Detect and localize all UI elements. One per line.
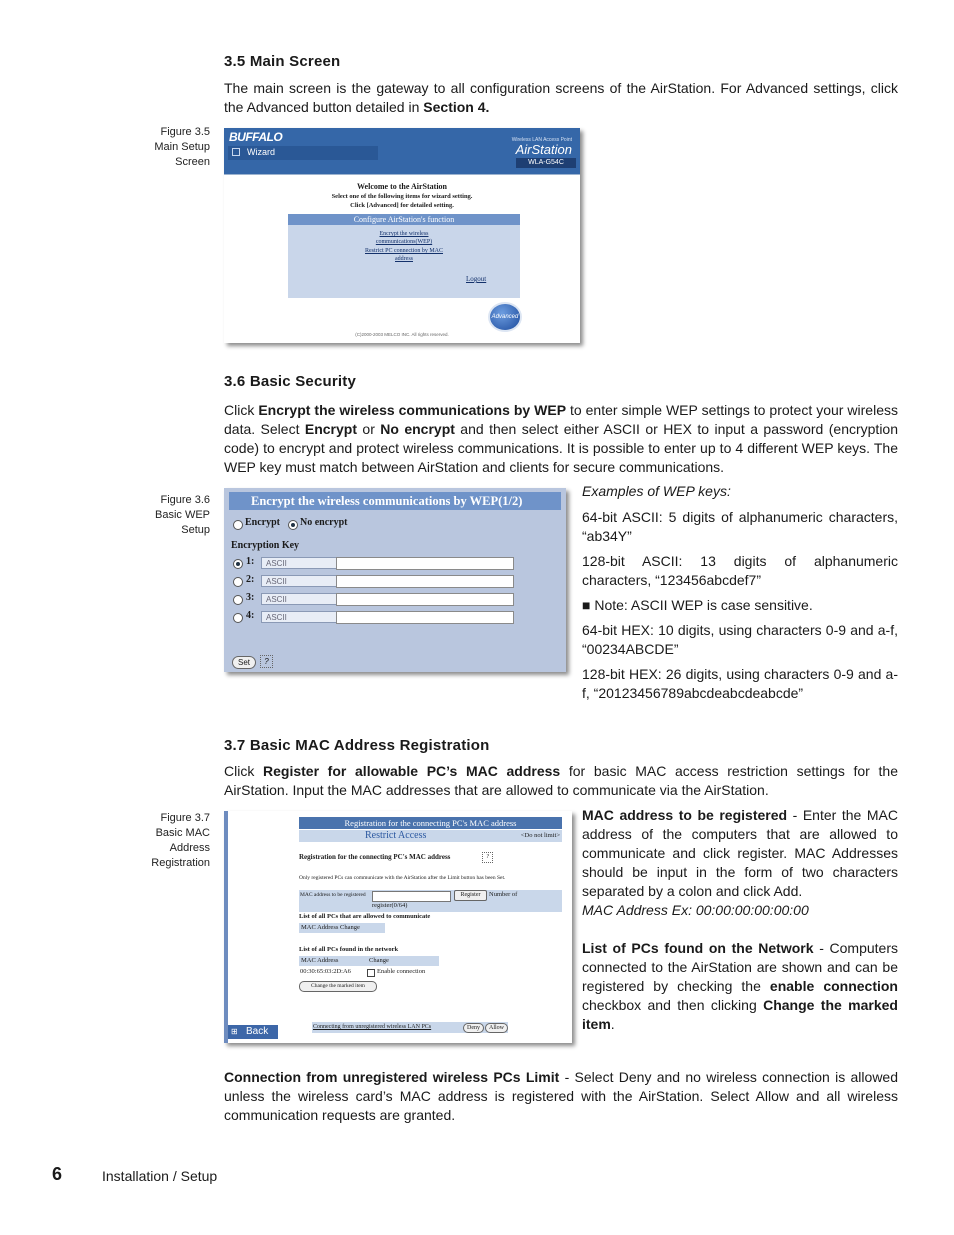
- advanced-button[interactable]: Advanced: [490, 304, 520, 330]
- case-sensitive-note: ■ Note: ASCII WEP is case sensitive.: [582, 597, 813, 613]
- mac-input-row: [299, 890, 562, 912]
- restrict-access-row: [299, 830, 562, 842]
- bold-term: No encrypt: [380, 421, 455, 437]
- do-not-limit-value: <Do not limit>: [520, 832, 560, 839]
- mac-example: MAC Address Ex: 00:00:00:00:00:00: [582, 902, 809, 918]
- left-edge-bar: [224, 811, 228, 1043]
- unregistered-label: Connecting from unregistered wireless LAN PCs: [313, 1024, 432, 1030]
- bold-term: Connection from unregistered wireless PCs Limit: [224, 1069, 560, 1085]
- figure-3-6-screenshot: [224, 488, 566, 672]
- paragraph-text: or: [357, 421, 381, 437]
- allow-button[interactable]: Allow: [485, 1023, 508, 1033]
- paragraph-text: - Select Deny and no wireless connection is allowed unless the wireless card’s MAC address is registered with the AirStation. Select Allow and all wireless communication requests are granted.: [224, 1069, 898, 1123]
- key-radio[interactable]: [233, 595, 243, 605]
- key-label: 2:: [246, 574, 255, 585]
- link-line: Restrict PC connection by MAC: [365, 248, 443, 254]
- help-icon[interactable]: ?: [260, 655, 273, 668]
- example-64-ascii: 64-bit ASCII: 5 digits of alphanumeric characters, “ab34Y”: [582, 509, 898, 544]
- back-button[interactable]: [228, 1025, 278, 1039]
- caption-line: Basic WEP: [154, 509, 210, 521]
- caption-line: Registration: [151, 857, 210, 869]
- paragraph-text: to enter simple WEP settings to protect your wireless data. Select: [224, 402, 898, 437]
- function-panel: [288, 214, 520, 298]
- bold-term: Encrypt: [304, 421, 357, 437]
- bold-term: enable connection: [769, 978, 898, 994]
- encrypt-radio[interactable]: [233, 520, 243, 530]
- allowed-list-title: List of all PCs that are allowed to communicate: [299, 913, 431, 920]
- key-input[interactable]: [336, 611, 514, 624]
- heading-3-6: 3.6 Basic Security: [224, 373, 357, 390]
- link-line: Encrypt the wireless: [379, 231, 429, 237]
- key-radio[interactable]: [233, 577, 243, 587]
- caption-line: Figure 3.6: [160, 494, 210, 506]
- found-list-header: [299, 956, 439, 966]
- example-128-hex: 128-bit HEX: 26 digits, using characters 0-9 and a-f, “20123456789abcdeabcdeabcde”: [582, 666, 898, 701]
- help-icon[interactable]: ?: [482, 852, 493, 863]
- key-radio[interactable]: [233, 559, 243, 569]
- key-input[interactable]: [336, 593, 514, 606]
- paragraph-text: The main screen is the gateway to all configuration screens of the AirStation. For Advanced settings, click the Advanced button detailed in: [224, 80, 898, 115]
- section-4-reference: Section 4.: [423, 99, 490, 115]
- set-button[interactable]: Set: [232, 656, 256, 669]
- paragraph-3-6: [224, 401, 898, 477]
- heading-3-7: 3.7 Basic MAC Address Registration: [224, 737, 490, 754]
- wizard-tab[interactable]: [228, 146, 378, 160]
- wep-examples: [582, 482, 898, 703]
- paragraph-text: checkbox and then clicking: [582, 997, 764, 1013]
- mac-title-bar: Registration for the connecting PC's MAC address: [299, 817, 562, 829]
- registration-title: Registration for the connecting PC's MAC address: [299, 853, 451, 861]
- caption-line: Main Setup: [154, 141, 210, 153]
- encrypt-label: Encrypt: [245, 517, 280, 528]
- found-mac-value: 00:30:65:03:2D:A6: [300, 968, 351, 975]
- product-tagline: Wireless LAN Access Point: [511, 137, 572, 143]
- no-encrypt-radio[interactable]: [288, 520, 298, 530]
- paragraph-text: Click: [224, 763, 263, 779]
- register-button[interactable]: Register: [454, 890, 487, 901]
- pc-list-desc: [582, 939, 898, 1034]
- unregistered-row: [312, 1022, 508, 1033]
- figure-3-6-caption: [130, 493, 210, 538]
- bold-term: MAC address to be registered: [582, 807, 788, 823]
- airstation-header: [224, 128, 580, 174]
- instruction-line: Select one of the following items for wizard setting.: [331, 193, 473, 200]
- restrict-access-label: Restrict Access: [365, 830, 427, 841]
- caption-line: Figure 3.7: [160, 812, 210, 824]
- example-128-ascii: 128-bit ASCII: 13 digits of alphanumeric characters, “123456abcdef7”: [582, 553, 898, 588]
- wizard-label: Wizard: [247, 147, 276, 157]
- caption-line: Setup: [181, 524, 210, 536]
- buffalo-logo: BUFFALO: [229, 130, 283, 144]
- key-input[interactable]: [336, 557, 514, 570]
- found-pc-row: [299, 968, 449, 978]
- registration-description: Only registered PCs can communicate with the AirStation after the Limit button has been Set.: [299, 875, 506, 881]
- welcome-title: Welcome to the AirStation: [357, 182, 447, 191]
- wep-title-bar: Encrypt the wireless communications by WEP(1/2): [229, 492, 561, 510]
- register-count: register(0/64): [372, 902, 408, 909]
- key-label: 1:: [246, 556, 255, 567]
- mac-restrict-link[interactable]: [288, 247, 520, 263]
- no-encrypt-label: No encrypt: [300, 517, 348, 528]
- figure-3-7-caption: [130, 811, 210, 871]
- number-of-label: Number of: [489, 891, 518, 898]
- panel-title: Configure AirStation's function: [288, 214, 520, 225]
- paragraph-3-5: [224, 79, 898, 117]
- caption-line: Figure 3.5: [160, 126, 210, 138]
- paragraph-3-7: [224, 762, 898, 800]
- spacer: [582, 920, 898, 939]
- back-label: Back: [246, 1026, 269, 1037]
- enable-connection-checkbox[interactable]: [367, 969, 375, 977]
- key-label: 4:: [246, 610, 255, 621]
- bold-term: Register for allowable PC’s MAC address: [263, 763, 561, 779]
- encryption-key-label: Encryption Key: [231, 540, 300, 551]
- footer-section-label: Installation / Setup: [102, 1168, 218, 1184]
- copyright: (C)2000-2003 MELCO INC. All rights reserved.: [355, 332, 449, 337]
- model-badge: WLA-G54C: [516, 158, 576, 168]
- deny-button[interactable]: Deny: [463, 1023, 484, 1033]
- paragraph-text: for basic MAC access restriction settings for the AirStation. Input the MAC addresses that are allowed to communicate via the AirStation.: [224, 763, 898, 798]
- key-input[interactable]: [336, 575, 514, 588]
- link-line: communications(WEP): [375, 239, 433, 245]
- caption-line: Address: [169, 842, 210, 854]
- bold-term: List of PCs found on the Network: [582, 940, 814, 956]
- figure-3-7-screenshot: [224, 811, 572, 1043]
- heading-3-5: 3.5 Main Screen: [224, 53, 341, 70]
- key-type-value: ASCII: [266, 613, 287, 622]
- caption-line: Screen: [175, 156, 210, 168]
- key-radio[interactable]: [233, 613, 243, 623]
- mac-registered-desc: [582, 806, 898, 901]
- paragraph-text: - Enter the MAC address of the computers that are allowed to communicate and click register. MAC Addresses should be input in the form of two characters separated by a colon and click Add.: [582, 807, 898, 899]
- back-arrow-icon: ⊞: [231, 1027, 238, 1036]
- mac-field-label: MAC address to be registered: [300, 892, 366, 898]
- paragraph-text: .: [610, 1016, 615, 1032]
- logout-link[interactable]: Logout: [466, 275, 487, 283]
- key-type-value: ASCII: [266, 595, 287, 604]
- change-marked-item-button[interactable]: Change the marked item: [299, 981, 377, 992]
- mac-descriptions: [582, 806, 898, 1034]
- example-64-hex: 64-bit HEX: 10 digits, using characters 0-9 and a-f, “00234ABCDE”: [582, 622, 898, 657]
- bold-term: Encrypt the wireless communications by WEP: [258, 402, 567, 418]
- paragraph-text: Click: [224, 402, 259, 418]
- enable-connection-label: Enable connection: [377, 968, 426, 975]
- allowed-list-header: MAC Address Change: [299, 923, 385, 933]
- paragraph-text: and then select either ASCII or HEX to input a password (encryption code) to encrypt and protect wireless communications. It is possible to enter up to 4 different WEP keys. The WEP key must match between AirStation and clients for secure communications.: [224, 421, 898, 475]
- key-label: 3:: [246, 592, 255, 603]
- key-type-value: ASCII: [266, 577, 287, 586]
- header-stripe: [224, 174, 580, 175]
- instruction-line: Click [Advanced] for detailed setting.: [350, 202, 454, 209]
- found-list-title: List of all PCs found in the network: [299, 946, 399, 953]
- page-number: 6: [52, 1164, 63, 1184]
- bold-term: Change the marked item: [582, 997, 898, 1032]
- key-type-value: ASCII: [266, 559, 287, 568]
- wep-link[interactable]: [288, 230, 520, 246]
- product-name: AirStation: [515, 142, 572, 157]
- figure-3-5-screenshot: [224, 128, 580, 343]
- unregistered-paragraph: [224, 1068, 898, 1125]
- examples-title: Examples of WEP keys:: [582, 483, 731, 499]
- mac-address-input[interactable]: [372, 891, 451, 902]
- col-mac-address: MAC Address: [301, 957, 339, 964]
- figure-3-5-caption: [130, 125, 210, 170]
- link-line: address: [395, 256, 413, 262]
- wizard-icon: [232, 148, 240, 156]
- paragraph-text: - Computers connected to the AirStation are shown and can be registered by checking the: [582, 940, 898, 994]
- caption-line: Basic MAC: [155, 827, 210, 839]
- col-change: Change: [369, 957, 389, 964]
